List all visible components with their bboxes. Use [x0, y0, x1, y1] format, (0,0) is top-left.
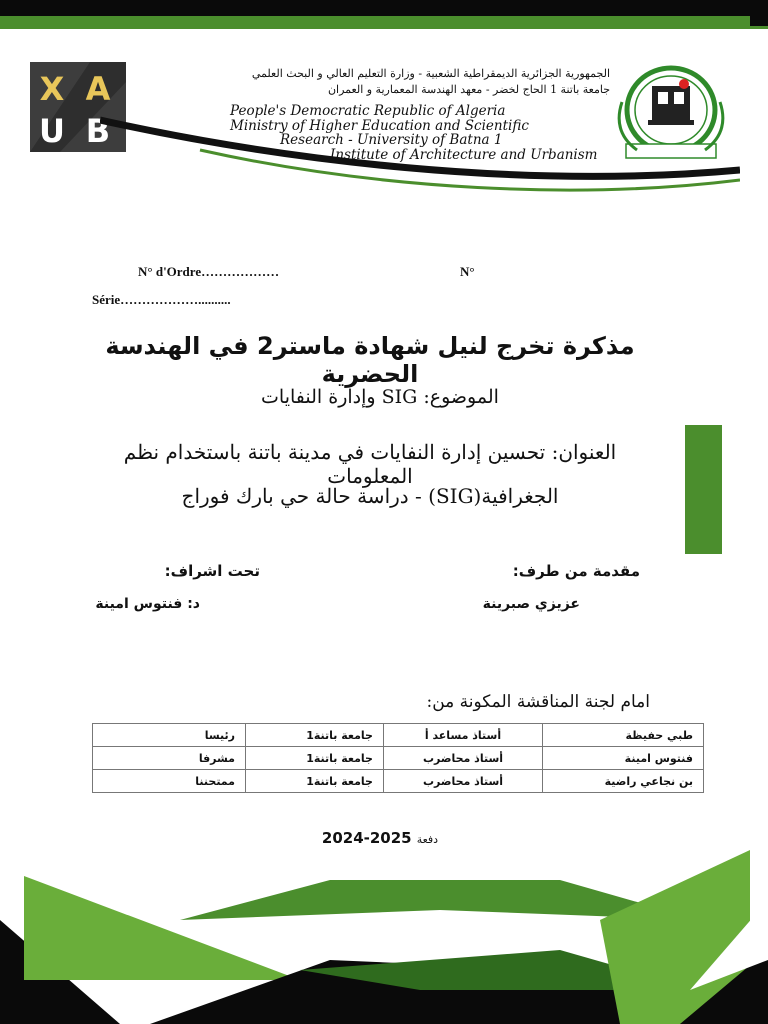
arabic-header [150, 66, 610, 98]
promotion-label: دفعة [416, 833, 439, 846]
jury-table [92, 723, 704, 793]
university-seal [612, 62, 730, 162]
top-green-band [0, 16, 768, 29]
jury-university: جامعة باتنة1 [246, 724, 384, 747]
jury-rank: أستاذ مساعد أ [384, 724, 543, 747]
side-green-bar [685, 425, 722, 554]
table-row [93, 724, 704, 747]
arabic-header-line2: جامعة باتنة 1 الحاج لخضر - معهد الهندسة المعمارية و العمران [327, 83, 610, 96]
jury-name: بن نجاعي راضية [543, 770, 704, 793]
bottom-decoration [0, 840, 768, 1024]
top-black-band [0, 0, 768, 16]
table-row [93, 747, 704, 770]
promotion-years: 2025-2024 [321, 829, 412, 847]
supervision-label: تحت اشراف: [164, 562, 260, 580]
english-header-line2: Ministry of Higher Education and Scientific [230, 117, 529, 134]
svg-text:A: A [85, 70, 111, 108]
english-header [230, 104, 650, 162]
jury-rank: أستاذ محاضرب [384, 747, 543, 770]
table-row [93, 770, 704, 793]
jury-role: رئيسا [93, 724, 246, 747]
jury-title: امام لجنة المناقشة المكونة من: [426, 692, 650, 712]
thesis-address-line1: العنوان: تحسين إدارة النفايات في مدينة باتنة باستخدام نظم المعلومات [123, 440, 617, 488]
svg-text:B: B [85, 112, 111, 150]
jury-university: جامعة باتنة1 [246, 770, 384, 793]
presented-by-label: مقدمة من طرف: [512, 562, 640, 580]
university-seal-mark [612, 62, 730, 162]
top-right-black-block [750, 0, 768, 26]
order-number-label: N° d'Ordre……………… [138, 264, 280, 279]
supervisor-name: د: فنتوس امينة [95, 596, 200, 612]
series-label: Série……………….......... [92, 292, 231, 307]
jury-role: ممتحننا [93, 770, 246, 793]
english-header-line3: Research - University of Batna 1 [280, 132, 503, 148]
english-header-line4: Institute of Architecture and Urbanism [330, 146, 598, 163]
number-label: N° [460, 264, 475, 279]
english-header-line1: People's Democratic Republic of Algeria [230, 103, 506, 119]
student-name: عزيزي صبرينة [482, 596, 580, 612]
jury-role: مشرفا [93, 747, 246, 770]
svg-text:X: X [39, 70, 65, 108]
jury-university: جامعة باتنة1 [246, 747, 384, 770]
jury-name: فنتوس امينة [543, 747, 704, 770]
thesis-address-line2: الجغرافية(SIG) - دراسة حالة حي بارك فوراج [181, 484, 559, 508]
jury-name: طبي حفيظة [543, 724, 704, 747]
arabic-header-line1: الجمهورية الجزائرية الديمقراطية الشعبية - وزارة التعليم العالي و البحث العلمي [251, 67, 610, 80]
svg-text:U: U [39, 112, 65, 150]
thesis-title: مذكرة تخرج لنيل شهادة ماستر2 في الهندسة الحضرية [105, 332, 635, 388]
jury-rank: أستاذ محاضرب [384, 770, 543, 793]
thesis-subject: الموضوع: SIG وإدارة النفايات [261, 386, 499, 408]
